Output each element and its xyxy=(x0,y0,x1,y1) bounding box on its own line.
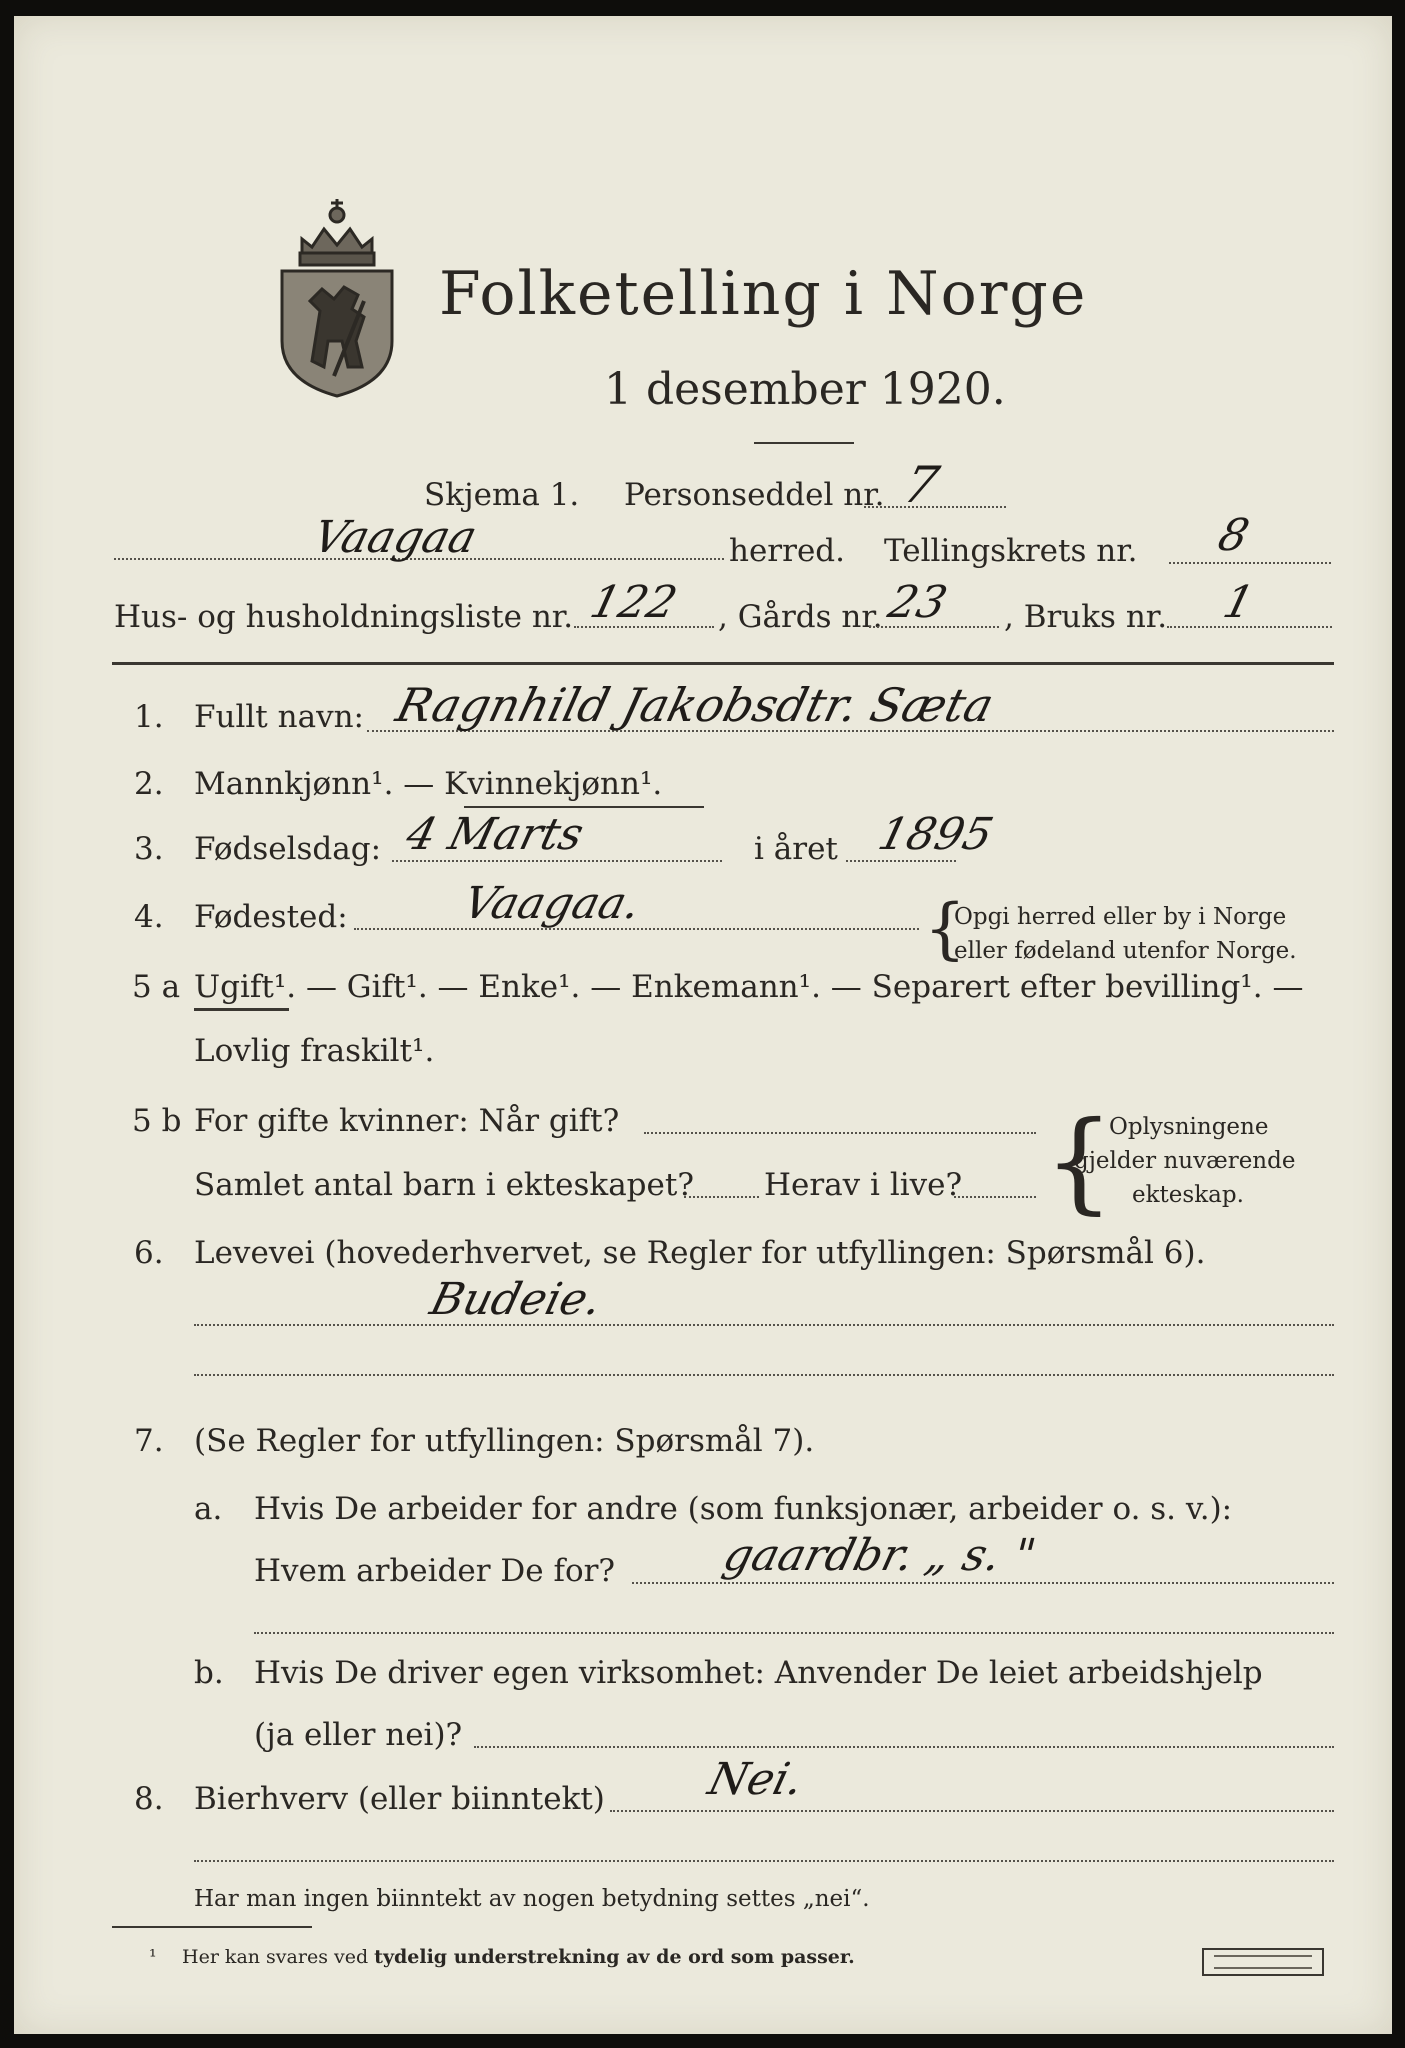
q7-number: 7. xyxy=(134,1423,164,1459)
birth-year-value[interactable]: 1895 xyxy=(873,809,998,860)
tellingskrets-label: Tellingskrets nr. xyxy=(884,533,1138,569)
ugift-underline xyxy=(194,1008,289,1011)
footnote-text: Her kan svares ved tydelig understrekning av de ord som passer. xyxy=(182,1946,855,1968)
q2-number: 2. xyxy=(134,766,164,802)
q5a-number: 5 a xyxy=(132,969,181,1005)
birthday-label: Fødselsdag: xyxy=(194,831,382,867)
children-label: Samlet antal barn i ekteskapet? xyxy=(194,1167,694,1203)
q7b-letter: b. xyxy=(194,1655,224,1691)
marital-status-options: Ugift¹. — Gift¹. — Enke¹. — Enkemann¹. — Separert efter bevilling¹. — xyxy=(194,969,1304,1005)
sex-options: Mannkjønn¹. — Kvinnekjønn¹. xyxy=(194,766,663,802)
skjema-label: Skjema 1. xyxy=(424,477,580,513)
full-name-value[interactable]: Ragnhild Jakobsdtr. Sæta xyxy=(391,678,1000,732)
side-income-label: Bierhverv (eller biinntekt) xyxy=(194,1781,605,1817)
q7-label: (Se Regler for utfyllingen: Spørsmål 7). xyxy=(194,1423,815,1459)
form-title: Folketelling i Norge xyxy=(439,259,1088,329)
q7a-letter: a. xyxy=(194,1491,223,1527)
gards-label: , Gårds nr. xyxy=(718,599,883,635)
q4-number: 4. xyxy=(134,899,164,935)
birthplace-value[interactable]: Vaagaa. xyxy=(458,878,646,929)
q7b-question-2: (ja eller nei)? xyxy=(254,1717,463,1753)
footnote-mark: ¹ xyxy=(149,1946,157,1968)
occupation-label: Levevei (hovederhvervet, se Regler for utfyllingen: Spørsmål 6). xyxy=(194,1235,1206,1271)
q3-number: 3. xyxy=(134,831,164,867)
children-alive-label: Herav i live? xyxy=(764,1167,963,1203)
q7b-question: Hvis De driver egen virksomhet: Anvender De leiet arbeidshjelp xyxy=(254,1655,1263,1691)
employer-value[interactable]: gaardbr. „ s. " xyxy=(718,1530,1041,1581)
birthplace-note-1: Opgi herred eller by i Norge xyxy=(954,904,1287,930)
q7a-question: Hvis De arbeider for andre (som funksjonær, arbeider o. s. v.): xyxy=(254,1491,1233,1527)
kvinnekjonn-underline xyxy=(464,806,704,808)
birthplace-note-2: eller fødeland utenfor Norge. xyxy=(954,938,1297,964)
birthday-value[interactable]: 4 Marts xyxy=(401,809,589,860)
q8-number: 8. xyxy=(134,1781,164,1817)
bruks-label: , Bruks nr. xyxy=(1004,599,1168,635)
marriage-note-3: ekteskap. xyxy=(1132,1182,1244,1208)
gards-value[interactable]: 23 xyxy=(883,577,952,628)
personseddel-label: Personseddel nr. xyxy=(624,477,885,513)
employer-label: Hvem arbeider De for? xyxy=(254,1553,616,1589)
herred-label: herred. xyxy=(729,533,845,569)
marriage-note-1: Oplysningene xyxy=(1109,1114,1269,1140)
q1-number: 1. xyxy=(134,699,164,735)
side-income-note: Har man ingen biinntekt av nogen betydning settes „nei“. xyxy=(194,1886,870,1912)
birthplace-label: Fødested: xyxy=(194,899,348,935)
marriage-note-2: gjelder nuværende xyxy=(1074,1148,1296,1174)
coat-of-arms-icon xyxy=(272,191,402,401)
brace: { xyxy=(924,890,966,967)
bruks-value[interactable]: 1 xyxy=(1218,577,1259,628)
q5b-number: 5 b xyxy=(132,1103,182,1139)
census-date: 1 desember 1920. xyxy=(604,364,1006,415)
herred-value[interactable]: Vaagaa xyxy=(308,512,482,563)
full-name-label: Fullt navn: xyxy=(194,699,364,735)
hus-value[interactable]: 122 xyxy=(585,577,682,628)
marital-status-options-2: Lovlig fraskilt¹. xyxy=(194,1033,435,1069)
census-form-page xyxy=(14,16,1392,2034)
occupation-value[interactable]: Budeie. xyxy=(425,1274,607,1325)
q6-number: 6. xyxy=(134,1235,164,1271)
tellingskrets-value[interactable]: 8 xyxy=(1213,510,1254,561)
personseddel-value[interactable]: 7 xyxy=(898,456,945,514)
married-when-label: For gifte kvinner: Når gift? xyxy=(194,1103,620,1139)
hus-label: Hus- og husholdningsliste nr. xyxy=(114,599,574,635)
year-label: i året xyxy=(754,831,838,867)
side-income-value[interactable]: Nei. xyxy=(703,1754,809,1805)
printer-stamp xyxy=(1202,1948,1324,1976)
brace-2: { xyxy=(1044,1097,1114,1225)
